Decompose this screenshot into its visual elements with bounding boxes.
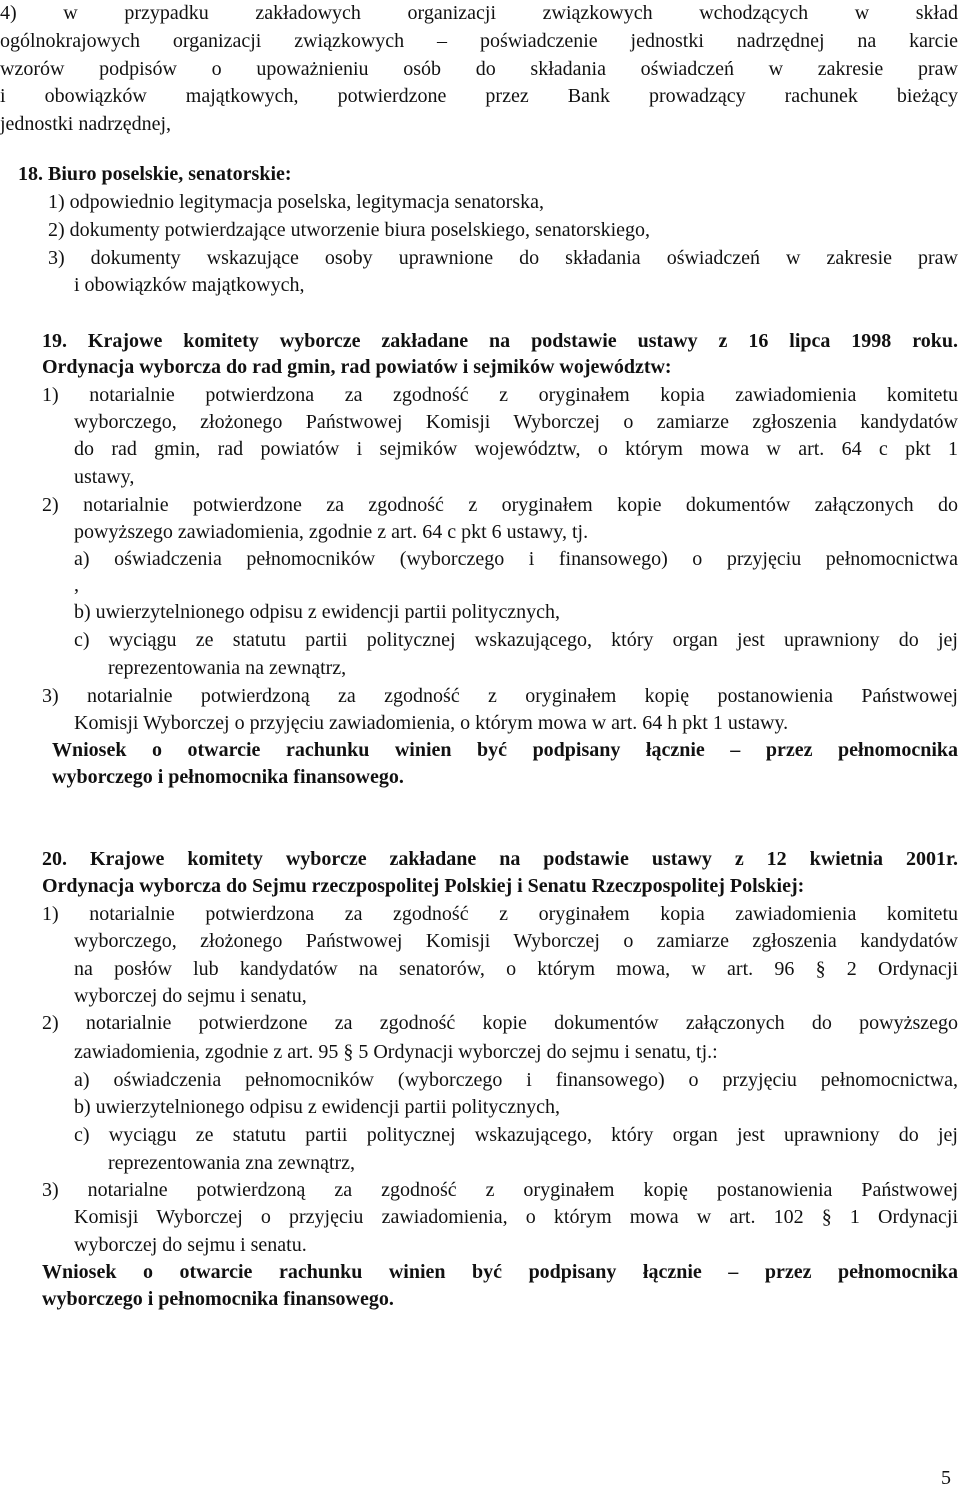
section-20-line: 2) notarialnie potwierdzone za zgodność kopie dokumentów załączonych do powyższego [42, 1012, 958, 1034]
section-19-line: 2) notarialnie potwierdzone za zgodność z oryginałem kopie dokumentów załączonych do [42, 494, 958, 516]
section-20-line: 3) notarialne potwierdzoną za zgodność z oryginałem kopię postanowienia Państwowej [42, 1179, 958, 1201]
section-20-line: zawiadomienia, zgodnie z art. 95 § 5 Ordynacji wyborczej do sejmu i senatu, tj.: [74, 1041, 718, 1063]
section-19-subheading: Ordynacja wyborcza do rad gmin, rad powiatów i sejmików województw: [42, 356, 672, 378]
section-20-line: na posłów lub kandydatów na senatorów, o którym mowa, w art. 96 § 2 Ordynacji [74, 958, 958, 980]
page-number: 5 [941, 1467, 951, 1489]
section-19-line: Komisji Wyborczej o przyjęciu zawiadomienia, o którym mowa w art. 64 h pkt 1 ustawy. [74, 712, 789, 734]
section-20-note: Wniosek o otwarcie rachunku winien być podpisany łącznie – przez pełnomocnika [42, 1261, 958, 1283]
item-4-line: ogólnokrajowych organizacji związkowych – poświadczenie jednostki nadrzędnej na karcie [0, 30, 958, 52]
section-20-note: wyborczego i pełnomocnika finansowego. [42, 1288, 394, 1310]
section-20-line: a) oświadczenia pełnomocników (wyborczego i finansowego) o przyjęciu pełnomocnictwa, [74, 1069, 958, 1091]
item-4-line: 4) w przypadku zakładowych organizacji związkowych wchodzących w skład [0, 2, 958, 24]
section-20-subheading: Ordynacja wyborcza do Sejmu rzeczpospolitej Polskiej i Senatu Rzeczpospolitej Polskiej: [42, 875, 805, 897]
section-19-note: wyborczego i pełnomocnika finansowego. [52, 766, 404, 788]
section-20-line: wyborczej do sejmu i senatu, [74, 985, 307, 1007]
section-20-line: 1) notarialnie potwierdzona za zgodność z oryginałem kopia zawiadomienia komitetu [42, 903, 958, 925]
section-19-line: a) oświadczenia pełnomocników (wyborczego i finansowego) o przyjęciu pełnomocnictwa [74, 548, 958, 570]
item-4-line: i obowiązków majątkowych, potwierdzone przez Bank prowadzący rachunek bieżący [0, 85, 958, 107]
section-19-line: 1) notarialnie potwierdzona za zgodność z oryginałem kopia zawiadomienia komitetu [42, 384, 958, 406]
section-19-line: wyborczego, złożonego Państwowej Komisji Wyborczej o zamiarze zgłoszenia kandydatów [74, 411, 958, 433]
section-20-line: b) uwierzytelnionego odpisu z ewidencji partii politycznych, [74, 1096, 560, 1118]
section-18-line: 1) odpowiednio legitymacja poselska, legitymacja senatorska, [48, 191, 544, 213]
section-20-line: c) wyciągu ze statutu partii politycznej wskazującego, który organ jest uprawniony do jej [74, 1124, 958, 1146]
section-18-line: 3) dokumenty wskazujące osoby uprawnione do składania oświadczeń w zakresie praw [48, 247, 958, 269]
section-19-line: ustawy, [74, 466, 135, 488]
section-18-line: 2) dokumenty potwierdzające utworzenie biura poselskiego, senatorskiego, [48, 219, 651, 241]
section-19-heading: 19. Krajowe komitety wyborcze zakładane na podstawie ustawy z 16 lipca 1998 roku. [42, 330, 958, 352]
section-19-line: b) uwierzytelnionego odpisu z ewidencji partii politycznych, [74, 601, 560, 623]
section-19-line: powyższego zawiadomienia, zgodnie z art. 64 c pkt 6 ustawy, tj. [74, 521, 589, 543]
section-18-line: i obowiązków majątkowych, [74, 274, 305, 296]
section-19-note: Wniosek o otwarcie rachunku winien być podpisany łącznie – przez pełnomocnika [52, 739, 958, 761]
section-20-line: Komisji Wyborczej o przyjęciu zawiadomienia, o którym mowa w art. 102 § 1 Ordynacji [74, 1206, 958, 1228]
section-19-line: , [74, 574, 79, 596]
section-20-line: wyborczej do sejmu i senatu. [74, 1234, 307, 1256]
section-20-heading: 20. Krajowe komitety wyborcze zakładane na podstawie ustawy z 12 kwietnia 2001r. [42, 848, 958, 870]
section-19-line: reprezentowania na zewnątrz, [108, 657, 347, 679]
item-4-line: wzorów podpisów o upoważnieniu osób do składania oświadczeń w zakresie praw [0, 58, 958, 80]
section-19-line: c) wyciągu ze statutu partii politycznej wskazującego, który organ jest uprawniony do jej [74, 629, 958, 651]
section-19-line: 3) notarialnie potwierdzoną za zgodność z oryginałem kopię postanowienia Państwowej [42, 685, 958, 707]
section-18-heading: 18. Biuro poselskie, senatorskie: [18, 163, 292, 185]
section-20-line: wyborczego, złożonego Państwowej Komisji Wyborczej o zamiarze zgłoszenia kandydatów [74, 930, 958, 952]
section-19-line: do rad gmin, rad powiatów i sejmików województw, o którym mowa w art. 64 c pkt 1 [74, 438, 958, 460]
item-4-line: jednostki nadrzędnej, [0, 113, 172, 135]
section-20-line: reprezentowania zna zewnątrz, [108, 1152, 356, 1174]
